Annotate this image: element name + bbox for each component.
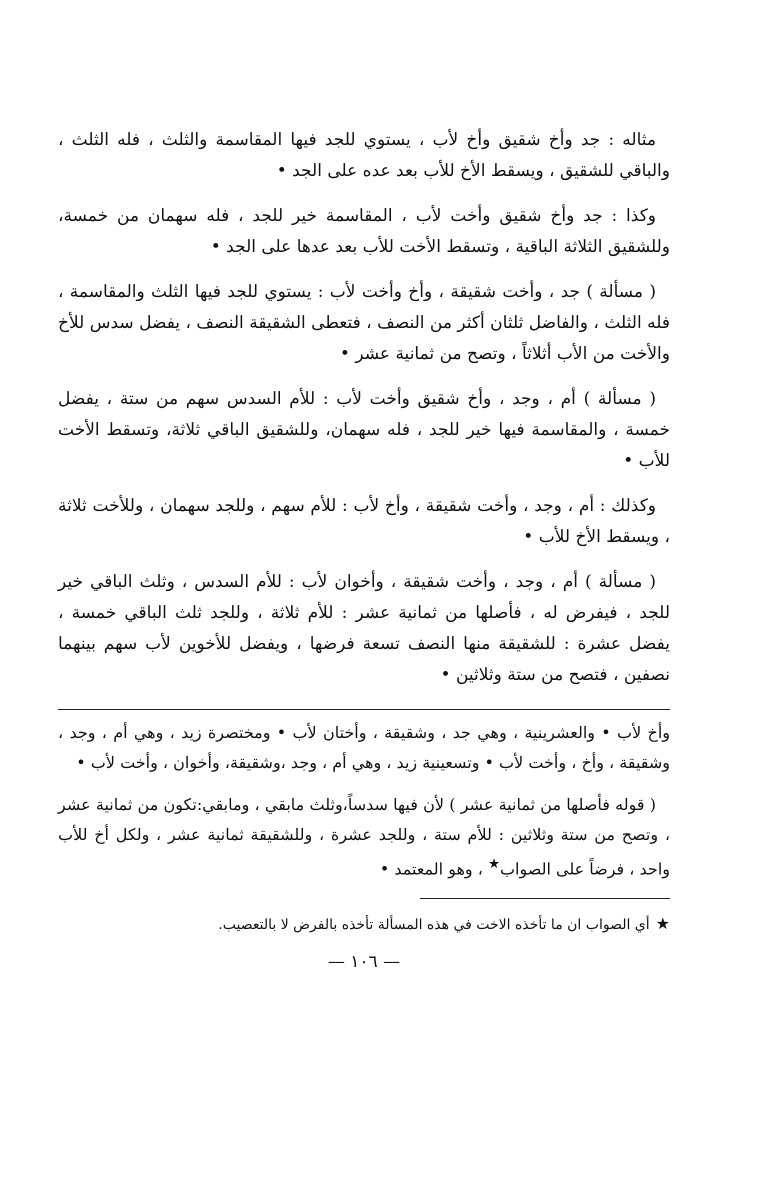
star-icon: ★ <box>655 914 670 934</box>
paragraph-masala-3: ( مسألة ) أم ، وجد ، وأخت شقيقة ، وأخوان لأب : للأم السدس ، وثلث الباقي خير للجد ، فيفرض له ، فأصلها من ثمانية عشر : للأم ثلاثة ، وللجد ثلث الباقي خمسة ، يفضل عشرة : للشقيقة منها النصف تسعة فرضها ، ويفضل للأخوين لأب سهم بينهما نصفين ، فتصح من ستة وثلاثين • <box>58 572 670 685</box>
page-number: — ١٠٦ — <box>327 952 401 973</box>
footnote <box>58 911 670 938</box>
paragraph-example-jadd-ukht: وكذا : جد وأخ شقيق وأخت لأب ، المقاسمة خير للجد ، فله سهمان من خمسة، وللشقيق الثلاثة الباقية ، وتسقط الأخت للأب بعد عدها على الجد • <box>58 206 670 257</box>
margin-notes-divider <box>58 709 670 710</box>
paragraph-masala-1: ( مسألة ) جد ، وأخت شقيقة ، وأخ وأخت لأب : يستوي للجد فيها الثلث والمقاسمة ، فله الثلث ، والفاضل ثلثان أكثر من النصف ، فتعطى الشقيقة النصف ، يفضل سدس للأخ والأخت من الأب أثلاثاً ، وتصح من ثمانية عشر • <box>58 282 670 364</box>
footnote-text: أي الصواب ان ما تأخذه الاخت في هذه المسألة تأخذه بالفرض لا بالتعصيب. <box>218 917 650 934</box>
paragraph-example-jadd-akh: مثاله : جد وأخ شقيق وأخ لأب ، يستوي للجد فيها المقاسمة والثلث ، فله الثلث ، والباقي للشقيق ، ويسقط الأخ للأب بعد عده على الجد • <box>58 130 670 181</box>
main-text <box>58 125 670 691</box>
paragraph-kadhalik: وكذلك : أم ، وجد ، وأخت شقيقة ، وأخ لأب : للأم سهم ، وللجد سهمان ، وللأخت ثلاثة ، ويسقط الأخ للأب • <box>58 496 670 547</box>
note-paragraph-2-tail: ، وهو المعتمد • <box>379 859 483 879</box>
star-marker-icon: ★ <box>487 857 500 872</box>
footnote-divider <box>420 898 670 899</box>
note-paragraph-2-text: ( قوله فأصلها من ثمانية عشر ) لأن فيها سدساً،وثلث مابقي ، ومابقي:تكون من ثمانية عشر ، وتصح من ستة وثلاثين : للأم ستة ، وللجد عشرة ، وللشقيقة ثمانية عشر ، ولكل أخ للأب واحد ، فرضاً على الصواب <box>58 795 670 879</box>
note-paragraph-1: وأخ لأب • والعشرينية ، وهي جد ، وشقيقة ، وأختان لأب • ومختصرة زيد ، وهي أم ، وجد ، وشقيقة ، وأخ ، وأخت لأب • وتسعينية زيد ، وهي أم ، وجد ،وشقيقة، وأخوان ، وأخت لأب • <box>58 723 670 772</box>
note-paragraph-2 <box>58 790 670 884</box>
paragraph-masala-2: ( مسألة ) أم ، وجد ، وأخ شقيق وأخت لأب : للأم السدس سهم من ستة ، يفضل خمسة ، والمقاسمة فيها خير للجد ، فله سهمان، وللشقيق الباقي ثلاثة، وتسقط الأخت للأب • <box>58 389 670 471</box>
document-page <box>58 125 670 972</box>
margin-notes <box>58 718 670 884</box>
